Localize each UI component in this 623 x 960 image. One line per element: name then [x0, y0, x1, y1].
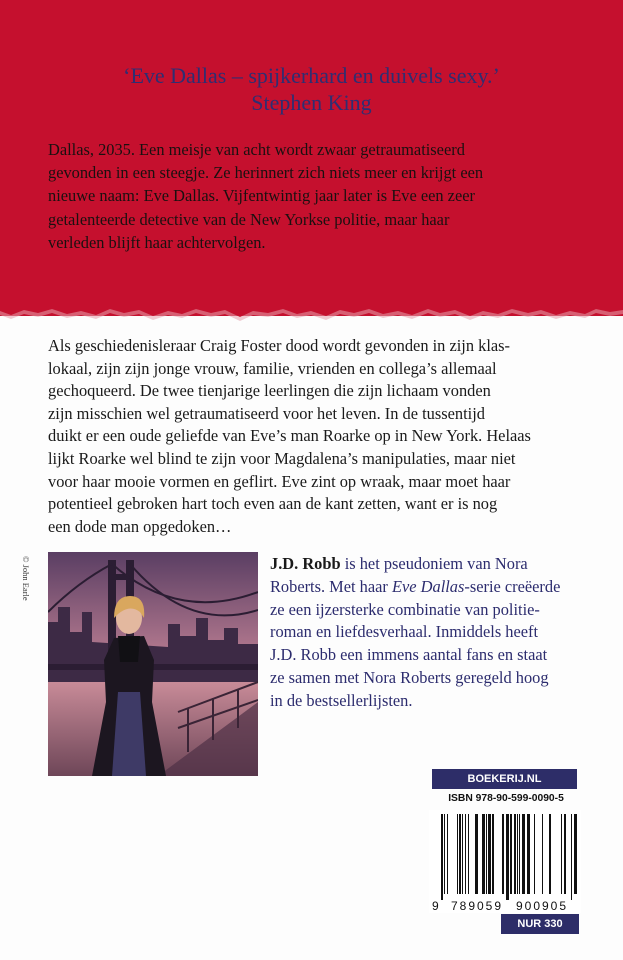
- story-paragraph: [48, 335, 593, 538]
- barcode-bar: [502, 814, 504, 894]
- barcode-digits-right: 900905: [515, 899, 569, 913]
- series-title: Eve Dallas: [392, 576, 465, 596]
- barcode-bar: [517, 814, 518, 894]
- story-line: een dode man opgedoken…: [48, 516, 232, 536]
- barcode-bar: [447, 814, 448, 894]
- bio-line: [270, 553, 615, 576]
- story-line: voor haar mooie vormen en geflirt. Eve zint op wraak, maar moet haar: [48, 471, 511, 491]
- bio-line: ze samen met Nora Roberts geregeld hoog: [270, 667, 549, 687]
- barcode-bar: [475, 814, 478, 894]
- photo-credit: [20, 556, 34, 636]
- barcode-bar: [457, 814, 458, 894]
- endorsement-quote: [40, 62, 583, 116]
- barcode-bar: [459, 814, 461, 894]
- intro-line: Dallas, 2035. Een meisje van acht wordt zwaar getraumatiseerd: [48, 140, 465, 159]
- barcode-bar: [514, 814, 516, 894]
- bio-text: is het pseudoniem van Nora: [340, 554, 528, 573]
- bio-line: ze een ijzersterke combinatie van politie-: [270, 599, 540, 619]
- torn-paper-edge: [0, 296, 623, 330]
- story-line: Als geschiedenisleraar Craig Foster dood wordt gevonden in zijn klas-: [48, 336, 511, 355]
- quote-text: ‘Eve Dallas – spijkerhard en duivels sexy.’: [123, 63, 500, 88]
- author-bio: [270, 553, 615, 713]
- barcode-bar: [465, 814, 466, 894]
- barcode-bar: [462, 814, 463, 894]
- barcode-bar: [527, 814, 530, 894]
- bio-line: J.D. Robb een immens aantal fans en staat: [270, 645, 548, 665]
- nur-label: NUR 330: [501, 914, 579, 934]
- barcode-bar: [486, 814, 487, 894]
- barcode-bar: [444, 814, 445, 894]
- bio-text: -serie creëerde: [464, 576, 561, 596]
- intro-line: gevonden in een steegje. Ze herinnert zich niets meer en krijgt een: [48, 163, 484, 183]
- author-photo: [48, 552, 258, 776]
- story-line: potentieel gebroken hart toch even aan de kant zetten, want er is nog: [48, 494, 498, 514]
- barcode-bar: [534, 814, 535, 894]
- barcode-bar: [488, 814, 491, 894]
- story-line: lijkt Roarke wel blind te zijn voor Magdalena’s manipulaties, maar niet: [48, 448, 516, 468]
- barcode-bar: [571, 814, 572, 900]
- barcode-digit-first: 9: [432, 899, 439, 913]
- photo-credit-text: © John Earle: [21, 556, 31, 601]
- barcode-bar: [542, 814, 543, 894]
- publisher-label: BOEKERIJ.NL: [432, 769, 577, 789]
- barcode-bar: [561, 814, 562, 894]
- bio-text: Roberts. Met haar: [270, 576, 392, 596]
- intro-line: getalenteerde detective van de New Yorkse politie, maar haar: [48, 209, 450, 229]
- barcode-digits-left: 789059: [450, 899, 504, 913]
- barcode-bar: [519, 814, 520, 894]
- author-name: J.D. Robb: [270, 554, 341, 573]
- intro-paragraph: [48, 138, 588, 254]
- barcode-bar: [492, 814, 494, 894]
- barcode-bars: [441, 814, 577, 900]
- intro-line: verleden blijft haar achtervolgen.: [48, 232, 266, 252]
- barcode-bar: [564, 814, 566, 894]
- isbn-text: ISBN 978-90-599-0090-5: [448, 793, 564, 804]
- story-line: duikt er een oude geliefde van Eve’s man Roarke op in New York. Helaas: [48, 426, 531, 446]
- barcode-bar: [468, 814, 469, 894]
- bio-line: [270, 576, 615, 599]
- barcode-bar: [522, 814, 525, 894]
- intro-line: nieuwe naam: Eve Dallas. Vijfentwintig jaar later is Eve een zeer: [48, 186, 475, 206]
- barcode-bar: [441, 814, 443, 900]
- bio-line: roman en liefdesverhaal. Inmiddels heeft: [270, 622, 539, 642]
- quote-attribution: Stephen King: [251, 90, 372, 115]
- barcode-bar: [549, 814, 551, 894]
- bio-line: in de bestsellerlijsten.: [270, 690, 413, 710]
- barcode-bar: [574, 814, 577, 894]
- barcode-bar: [482, 814, 485, 894]
- barcode-bar: [506, 814, 509, 900]
- story-line: lokaal, zijn zijn jonge vrouw, familie, vrienden en collega’s allemaal: [48, 358, 497, 378]
- story-line: gechoqueerd. De twee tienjarige leerlingen die zijn lichaam vonden: [48, 381, 491, 401]
- barcode: [429, 810, 581, 913]
- story-line: zijn misschien wel getraumatiseerd voor het leven. In de tussentijd: [48, 403, 485, 423]
- barcode-bar: [510, 814, 512, 894]
